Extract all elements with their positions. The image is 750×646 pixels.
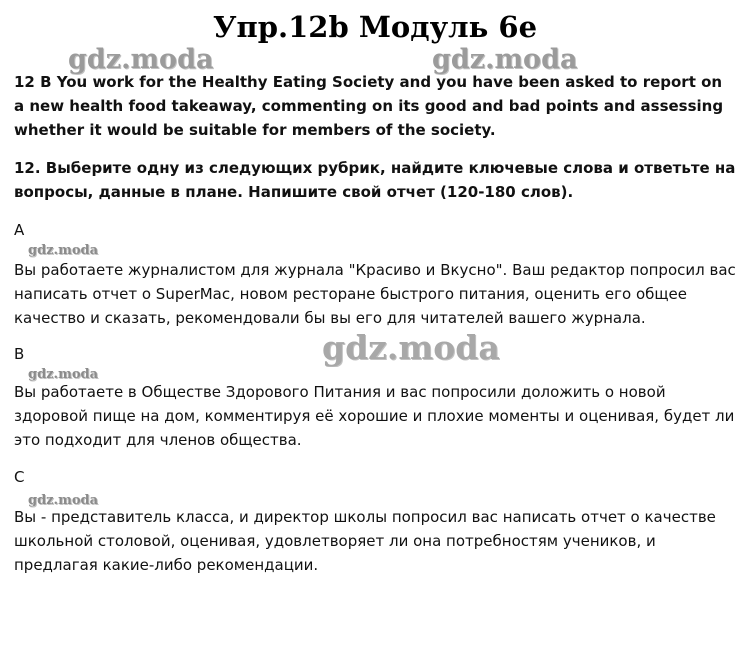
task-russian: 12. Выберите одну из следующих рубрик, найдите ключевые слова и ответьте на вопросы, данные в плане. Напишите свой отчет (120-180 слов). <box>14 159 736 201</box>
watermark: gdz.moda <box>68 44 214 75</box>
option-text-c: Вы - представитель класса, и директор школы попросил вас написать отчет о качестве школьной столовой, оценивая, удовлетворяет ли она потребностям учеников, и предлагая какие-либо рекомендации. <box>14 508 716 574</box>
watermark: gdz.moda <box>432 44 578 75</box>
watermark: gdz.moda <box>28 243 99 258</box>
watermark: gdz.moda <box>28 367 99 382</box>
page-title: Упр.12b Модуль 6е <box>212 10 538 44</box>
option-text-b: Вы работаете в Обществе Здорового Питания и вас попросили доложить о новой здоровой пище на дом, комментируя её хорошие и плохие моменты и оценивая, будет ли это подходит для членов общества. <box>14 383 735 449</box>
option-letter-a: A <box>14 221 25 239</box>
option-letter-c: C <box>14 468 25 486</box>
option-letter-b: B <box>14 345 25 363</box>
watermark: gdz.moda <box>28 493 99 508</box>
task-english: 12 B You work for the Healthy Eating Society and you have been asked to report on a new health food takeaway, commenting on its good and bad points and assessing whether it would be suitable for members of the society. <box>14 73 724 139</box>
watermark: gdz.moda <box>322 328 500 367</box>
option-text-a: Вы работаете журналистом для журнала "Красиво и Вкусно". Ваш редактор попросил вас написать отчет о SuperMac, новом ресторане быстрого питания, оценить его общее качество и сказать, рекомендовали бы вы его для читателей вашего журнала. <box>14 261 736 327</box>
